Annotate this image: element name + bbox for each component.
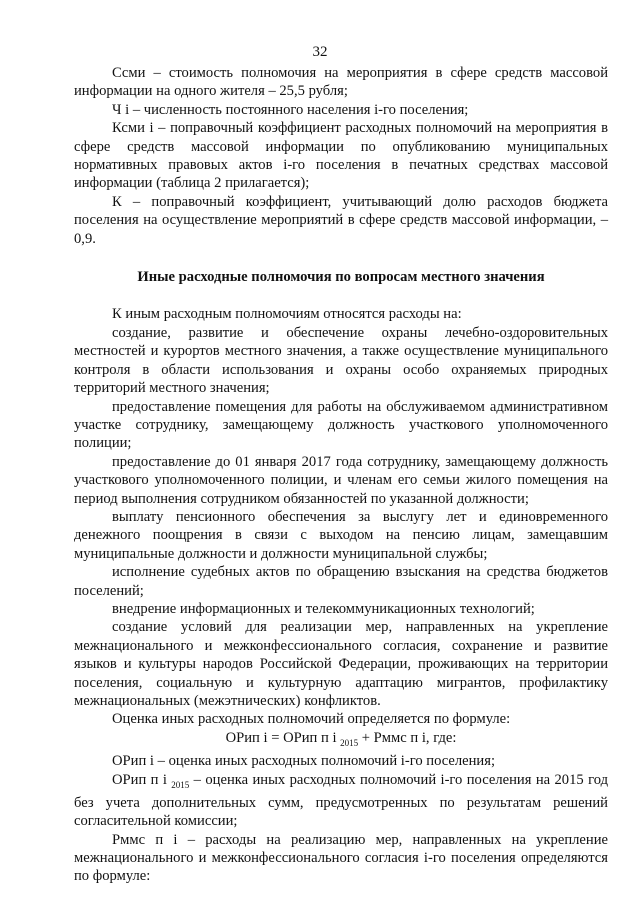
page-content bbox=[74, 64, 608, 886]
paragraph-k: К – поправочный коэффициент, учитывающий долю расходов бюджета поселения на осуществление мероприятий в сфере средств массовой информации, – 0,9. bbox=[74, 193, 608, 247]
definition-orip-p-i bbox=[74, 771, 608, 831]
paragraph-resorts: создание, развитие и обеспечение охраны лечебно-оздоровительных местностей и курортов местного значения, а также осуществление муниципального контроля в области использования и охраны особо охраняемых природных территорий местного значения; bbox=[74, 324, 608, 397]
paragraph-ksmi: Ксми i – поправочный коэффициент расходных полномочий на мероприятия в сфере средств массовой информации по опубликованию муниципальных нормативных правовых актов i-го поселения в печатных средствах массовой информации (таблица 2 прилагается); bbox=[74, 120, 608, 192]
paragraph-housing: предоставление до 01 января 2017 года сотруднику, замещающему должность участкового уполномоченного полиции, и членам его семьи жилого помещения на период выполнения сотрудником обязанностей по указанной должности; bbox=[74, 453, 608, 507]
paragraph-ssmi: Ссми – стоимость полномочия на мероприятия в сфере средств массовой информации на одного жителя – 25,5 рубля; bbox=[74, 65, 608, 100]
formula-right: + Рммс п i, где: bbox=[358, 729, 457, 746]
paragraph-interethnic: создание условий для реализации мер, направленных на укрепление межнационального и межконфессионального согласия, сохранение и развитие языков и культуры народов Российской Федерации, проживающих на территории поселения, социальную и культурную адаптацию мигрантов, профилактику межнациональных (межэтнических) конфликтов. bbox=[74, 619, 608, 709]
paragraph-premises: предоставление помещения для работы на обслуживаемом административном участке сотруднику, замещающему должность участкового уполномоченного полиции; bbox=[74, 398, 608, 452]
formula bbox=[74, 729, 608, 752]
formula-left: ОРип i = ОРип п i bbox=[225, 729, 341, 746]
formula-subscript: 2015 bbox=[340, 737, 359, 748]
paragraph-assessment: Оценка иных расходных полномочий определяется по формуле: bbox=[112, 711, 511, 728]
paragraph-court: исполнение судебных актов по обращению взыскания на средства бюджетов поселений; bbox=[74, 564, 608, 599]
definition-orip-i: ОРип i – оценка иных расходных полномочий i-го поселения; bbox=[112, 753, 496, 770]
paragraph-it: внедрение информационных и телекоммуникационных технологий; bbox=[112, 600, 535, 617]
section-heading: Иные расходные полномочия по вопросам местного значения bbox=[137, 269, 545, 286]
paragraph-chi: Ч i – численность постоянного населения i-го поселения; bbox=[112, 101, 469, 118]
definition-rmms: Рммс п i – расходы на реализацию мер, направленных на укрепление межнационального и межконфессионального согласия i-го поселения определяются по формуле: bbox=[74, 831, 608, 885]
definition-orip-p-i-end: – оценка иных расходных полномочий i-го поселения на 2015 год без учета дополнительных сумм, предусмотренных по результатам решений согласительной комиссии; bbox=[74, 771, 608, 830]
page-number: 32 bbox=[312, 44, 328, 60]
definition-orip-p-i-start: ОРип п i bbox=[112, 771, 172, 788]
paragraph-pension: выплату пенсионного обеспечения за выслугу лет и единовременного денежного поощрения в связи с выходом на пенсию лицам, замещавшим муниципальные должности и должности муниципальной службы; bbox=[74, 508, 608, 562]
definition-orip-p-i-subscript: 2015 bbox=[171, 779, 190, 790]
paragraph-intro: К иным расходным полномочиям относятся расходы на: bbox=[112, 306, 462, 323]
